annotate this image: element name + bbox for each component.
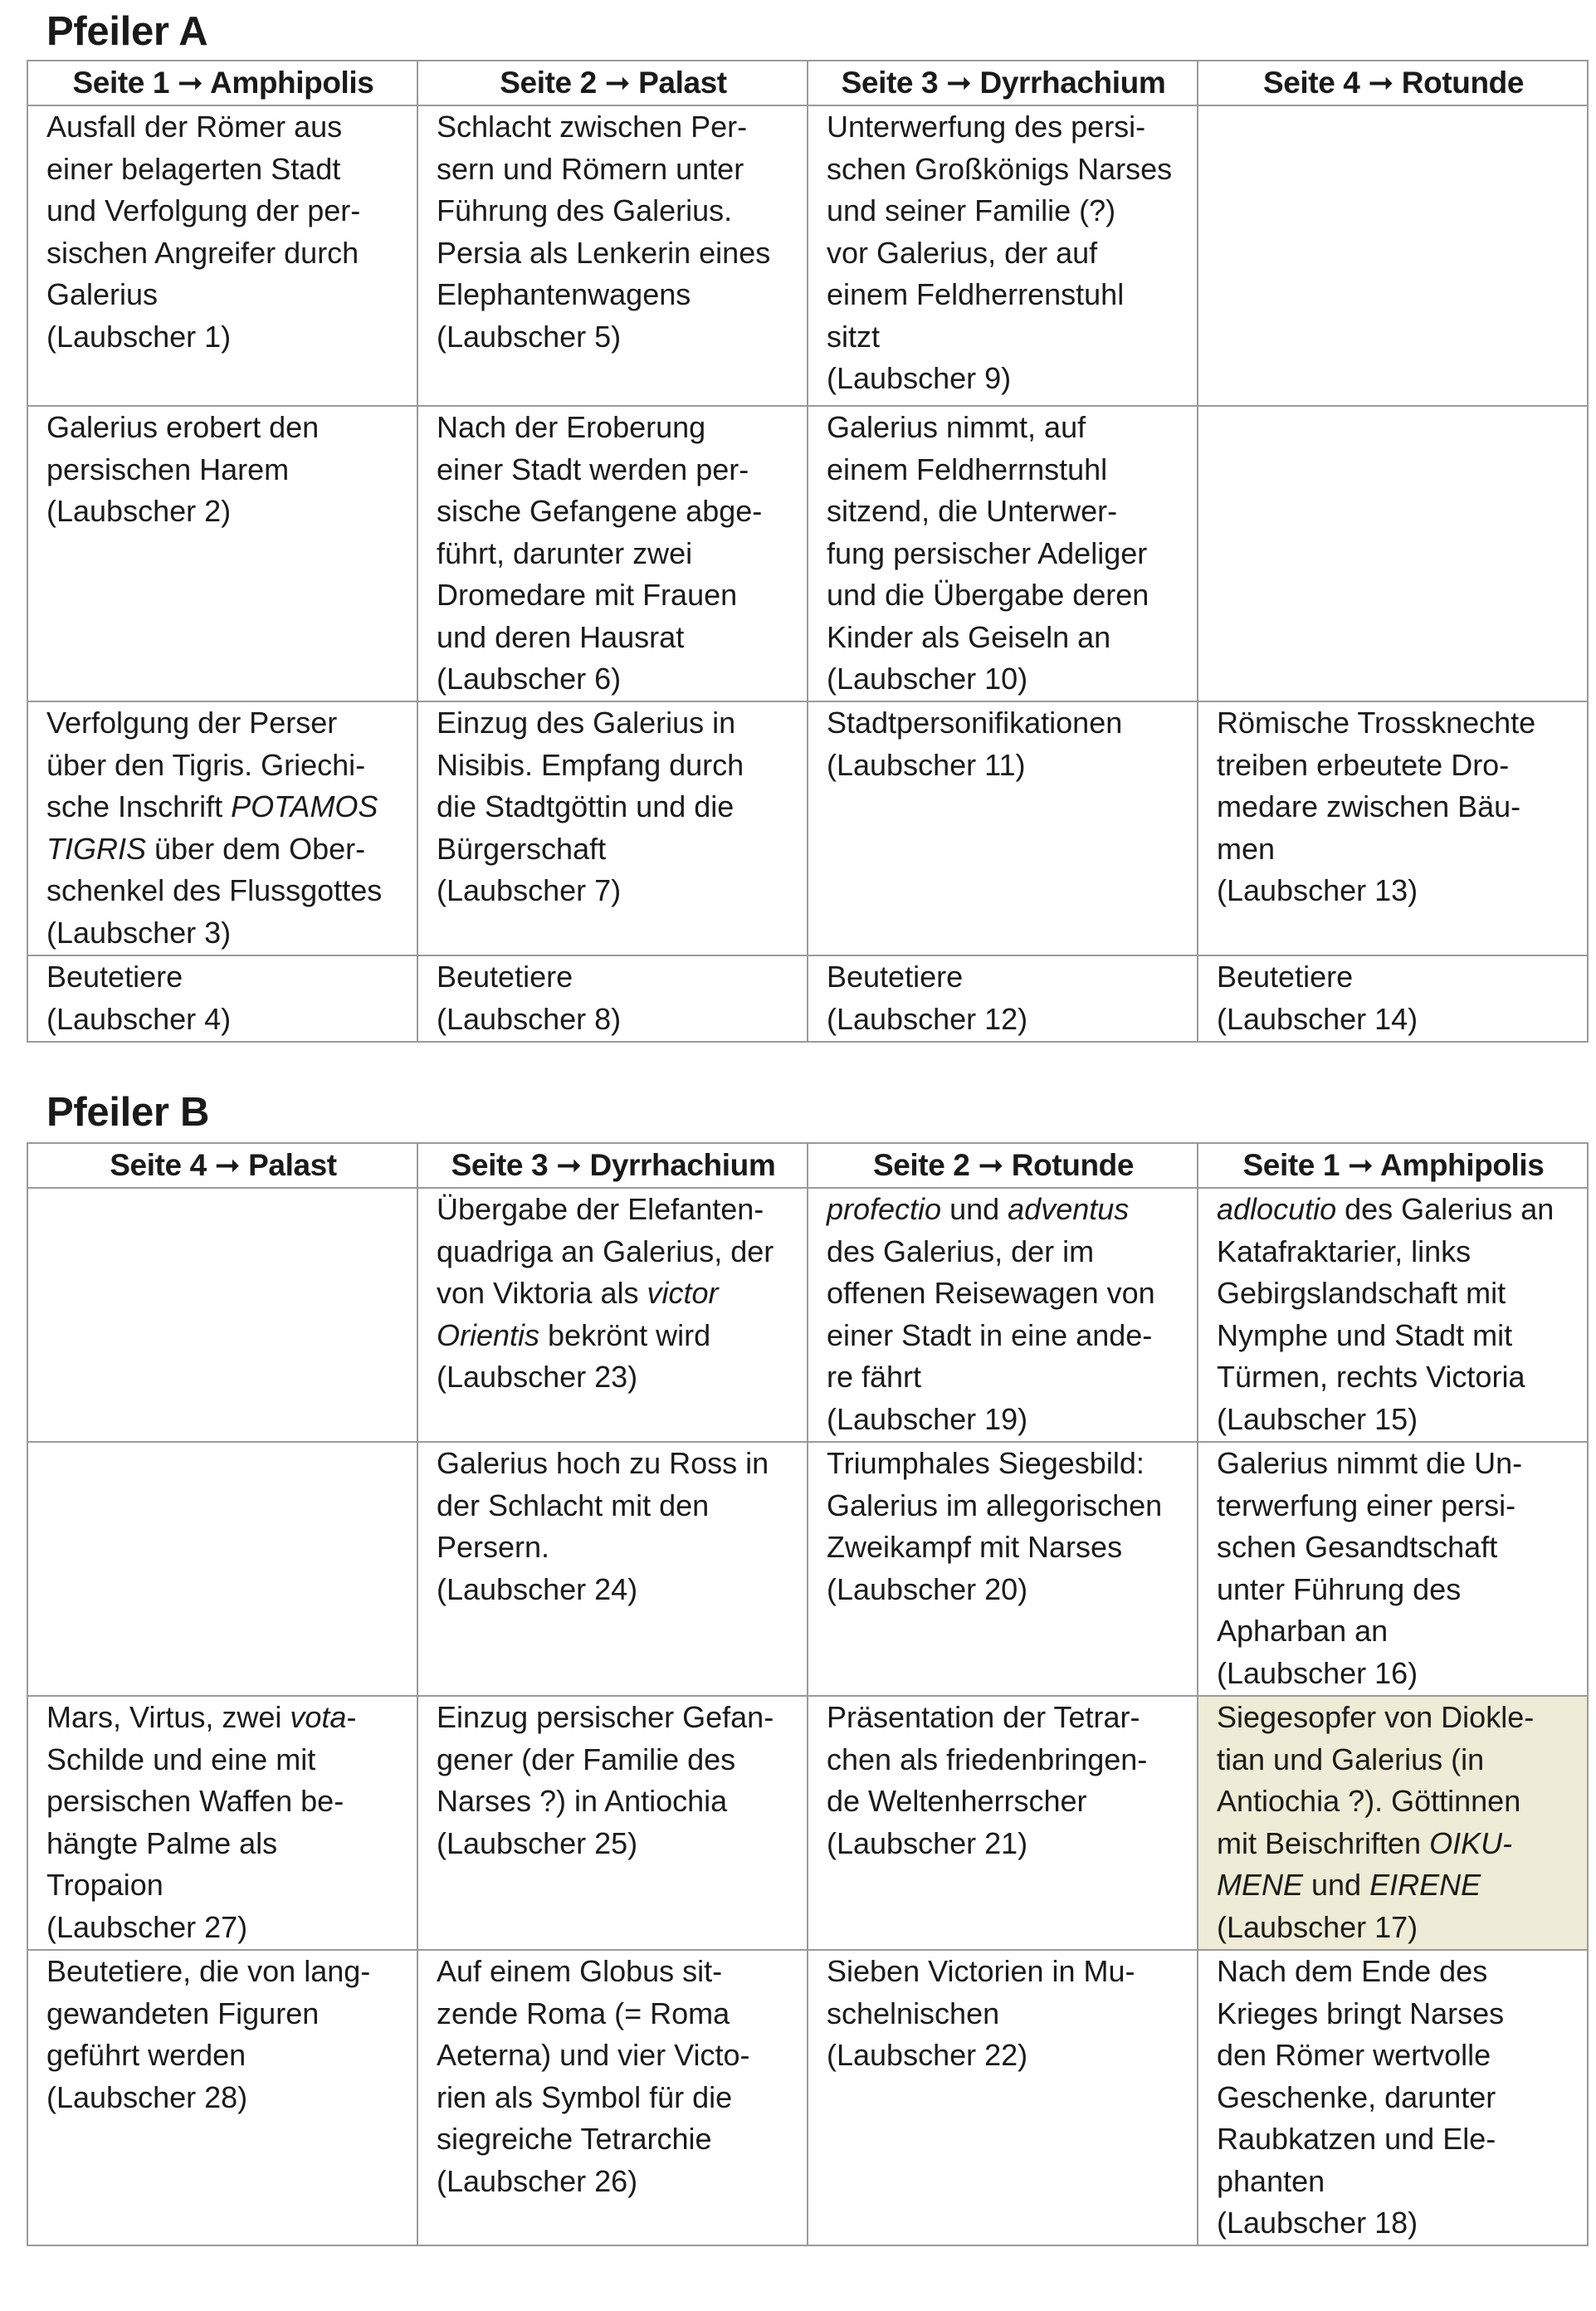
table-cell — [808, 406, 1198, 701]
cell-text-line: von Viktoria als victor — [437, 1276, 719, 1310]
cell-text-line: Geschenke, darunter — [1217, 2079, 1496, 2114]
table-cell — [417, 1188, 808, 1442]
cell-text-line: fung persischer Adeliger — [827, 535, 1148, 570]
cell-text-line: (Laubscher 20) — [827, 1571, 1028, 1606]
cell-text-line: adlocutio des Galerius an — [1217, 1192, 1555, 1226]
cell-text-line: Übergabe der Elefanten- — [437, 1192, 764, 1226]
cell-text-line: (Laubscher 7) — [437, 873, 622, 907]
cell-text-line: (Laubscher 24) — [437, 1571, 638, 1606]
column-header: Seite 2 ➞ Palast — [417, 61, 808, 105]
cell-text-line: terwerfung einer persi- — [1217, 1488, 1516, 1522]
cell-text-line: gewandeten Figuren — [46, 1996, 320, 2030]
cell-text-line: Dromedare mit Frauen — [437, 578, 738, 612]
cell-text-line: einer Stadt werden per- — [437, 452, 749, 486]
cell-text-line: medare zwischen Bäu- — [1217, 789, 1521, 823]
cell-text-line: Katafraktarier, links — [1217, 1234, 1472, 1268]
pfeiler-a-title: Pfeiler A — [46, 9, 208, 54]
cell-text-line: und Verfolgung der per- — [46, 193, 361, 227]
cell-text-line: geführt werden — [46, 2038, 246, 2072]
column-header: Seite 3 ➞ Dyrrhachium — [808, 61, 1198, 105]
table-cell — [1198, 1188, 1588, 1442]
cell-text-line: einer belagerten Stadt — [46, 151, 341, 186]
table-row — [27, 1188, 1588, 1442]
table-cell — [417, 105, 808, 406]
column-header: Seite 1 ➞ Amphipolis — [1198, 1143, 1588, 1188]
cell-text-line: (Laubscher 19) — [827, 1401, 1028, 1436]
table-cell — [1198, 105, 1588, 406]
cell-text-line: Triumphales Siegesbild: — [827, 1446, 1145, 1480]
cell-text-line: (Laubscher 9) — [827, 361, 1012, 395]
cell-text-line: des Galerius, der im — [827, 1234, 1095, 1268]
cell-text-line: sitzend, die Unterwer- — [827, 494, 1118, 528]
table-cell — [1198, 406, 1588, 701]
cell-text-line: persischen Harem — [46, 452, 290, 486]
cell-text-line: gener (der Familie des — [437, 1742, 736, 1776]
cell-text-line: (Laubscher 4) — [46, 1001, 232, 1036]
column-header: Seite 2 ➞ Rotunde — [808, 1143, 1198, 1188]
cell-text-line: die Stadtgöttin und die — [437, 789, 735, 823]
cell-text-line: Stadtpersonifikationen — [827, 706, 1123, 740]
cell-text-line: phanten — [1217, 2163, 1325, 2198]
cell-text-line: (Laubscher 11) — [827, 747, 1026, 782]
cell-text-line: (Laubscher 21) — [827, 1825, 1028, 1860]
cell-text-line: Galerius nimmt die Un- — [1217, 1446, 1523, 1480]
table-cell — [417, 955, 808, 1042]
cell-text-line: Auf einem Globus sit- — [437, 1954, 723, 1988]
cell-text-line: (Laubscher 22) — [827, 2038, 1028, 2072]
cell-text-line: quadriga an Galerius, der — [437, 1234, 774, 1268]
cell-text-line: (Laubscher 2) — [46, 494, 232, 528]
table-cell — [1198, 1950, 1588, 2245]
table-cell — [27, 955, 417, 1042]
table-row — [27, 105, 1588, 406]
column-header: Seite 3 ➞ Dyrrhachium — [417, 1143, 808, 1188]
cell-text-line: Galerius im allegorischen — [827, 1488, 1163, 1522]
table-cell — [27, 1950, 417, 2245]
table-cell — [417, 406, 808, 701]
table-row — [27, 701, 1588, 955]
table-cell — [808, 955, 1198, 1042]
cell-text-line: Nach der Eroberung — [437, 410, 706, 444]
cell-text-line: Tropaion — [46, 1868, 164, 1902]
cell-text-line: (Laubscher 14) — [1217, 1001, 1418, 1036]
table-cell — [808, 701, 1198, 955]
cell-text-line: und seiner Familie (?) — [827, 193, 1116, 227]
cell-text-line: Unterwerfung des persi- — [827, 110, 1146, 144]
cell-text-line: Nymphe und Stadt mit — [1217, 1317, 1513, 1352]
pfeiler-b-title: Pfeiler B — [46, 1090, 210, 1135]
cell-text-line: Türmen, rechts Victoria — [1217, 1360, 1525, 1394]
table-header-row — [27, 61, 1588, 105]
cell-text-line: Narses ?) in Antiochia — [437, 1784, 728, 1818]
table-cell — [808, 1696, 1198, 1950]
cell-text-line: (Laubscher 1) — [46, 319, 232, 354]
cell-text-line: Beutetiere, die von lang- — [46, 1954, 371, 1988]
cell-text-line: führt, darunter zwei — [437, 535, 693, 570]
cell-text-line: einem Feldherrnstuhl — [827, 452, 1108, 486]
cell-text-line: Apharban an — [1217, 1614, 1389, 1648]
table-cell — [27, 105, 417, 406]
cell-text-line: persischen Waffen be- — [46, 1784, 344, 1818]
table-cell — [1198, 955, 1588, 1042]
table-cell — [27, 1442, 417, 1696]
cell-text-line: und deren Hausrat — [437, 619, 685, 654]
cell-text-line: Krieges bringt Narses — [1217, 1996, 1505, 2030]
cell-text-line: schen Gesandtschaft — [1217, 1530, 1498, 1564]
cell-text-line: Aeterna) und vier Victo- — [437, 2038, 750, 2072]
cell-text-line: rien als Symbol für die — [437, 2079, 733, 2114]
cell-text-line: Präsentation der Tetrar- — [827, 1700, 1140, 1734]
table-cell — [27, 701, 417, 955]
cell-text-line: Antiochia ?). Göttinnen — [1217, 1784, 1521, 1818]
cell-text-line: sischen Angreifer durch — [46, 235, 359, 270]
cell-text-line: Römische Trossknechte — [1217, 706, 1536, 740]
table-cell — [27, 406, 417, 701]
cell-text-line: sitzt — [827, 319, 881, 354]
cell-text-line: (Laubscher 13) — [1217, 873, 1418, 907]
cell-text-line: Verfolgung der Perser — [46, 706, 338, 740]
cell-text-line: chen als friedenbringen- — [827, 1742, 1148, 1776]
cell-text-line: Elephantenwagens — [437, 277, 691, 311]
table-cell — [808, 1950, 1198, 2245]
cell-text-line: Kinder als Geiseln an — [827, 619, 1111, 654]
pfeiler-b-table — [27, 1142, 1589, 2246]
table-header-row — [27, 1143, 1588, 1188]
cell-text-line: Bürgerschaft — [437, 831, 607, 866]
cell-text-line: Sieben Victorien in Mu- — [827, 1954, 1135, 1988]
cell-text-line: (Laubscher 3) — [46, 915, 232, 950]
cell-text-line: profectio und adventus — [827, 1192, 1130, 1226]
table-cell — [808, 1188, 1198, 1442]
cell-text-line: de Weltenherrscher — [827, 1784, 1087, 1818]
cell-text-line: (Laubscher 15) — [1217, 1401, 1418, 1436]
column-header: Seite 1 ➞ Amphipolis — [27, 61, 417, 105]
cell-text-line: (Laubscher 5) — [437, 319, 622, 354]
cell-text-line: sern und Römern unter — [437, 151, 744, 186]
cell-text-line: MENE und EIRENE — [1217, 1868, 1481, 1902]
table-cell — [27, 1696, 417, 1950]
cell-text-line: Führung des Galerius. — [437, 193, 733, 227]
cell-text-line: Einzug persischer Gefan- — [437, 1700, 774, 1734]
cell-text-line: Galerius erobert den — [46, 410, 320, 444]
cell-text-line: (Laubscher 27) — [46, 1909, 248, 1944]
cell-text-line: hängte Palme als — [46, 1825, 278, 1860]
cell-text-line: (Laubscher 8) — [437, 1001, 622, 1036]
table-cell — [808, 105, 1198, 406]
cell-text-line: tian und Galerius (in — [1217, 1742, 1485, 1776]
cell-text-line: mit Beischriften OIKU- — [1217, 1825, 1513, 1860]
table-cell — [808, 1442, 1198, 1696]
cell-text-line: re fährt — [827, 1360, 922, 1394]
table-row — [27, 1442, 1588, 1696]
cell-text-line: siegreiche Tetrarchie — [437, 2122, 712, 2156]
table-row — [27, 955, 1588, 1042]
table-cell — [417, 1950, 808, 2245]
table-row — [27, 1696, 1588, 1950]
cell-text-line: (Laubscher 25) — [437, 1825, 638, 1860]
cell-text-line: Beutetiere — [1217, 960, 1354, 994]
cell-text-line: Galerius nimmt, auf — [827, 410, 1086, 444]
cell-text-line: der Schlacht mit den — [437, 1488, 710, 1522]
cell-text-line: Galerius hoch zu Ross in — [437, 1446, 769, 1480]
cell-text-line: Beutetiere — [437, 960, 573, 994]
cell-text-line: Nach dem Ende des — [1217, 1954, 1488, 1988]
cell-text-line: Mars, Virtus, zwei vota- — [46, 1700, 357, 1734]
table-cell — [417, 1442, 808, 1696]
table-cell — [27, 1188, 417, 1442]
table-cell — [417, 701, 808, 955]
cell-text-line: Gebirgslandschaft mit — [1217, 1276, 1506, 1310]
cell-text-line: Siegesopfer von Diokle- — [1217, 1700, 1535, 1734]
cell-text-line: schenkel des Flussgottes — [46, 873, 383, 907]
cell-text-line: schelnischen — [827, 1996, 1000, 2030]
table-cell — [1198, 701, 1588, 955]
cell-text-line: Schilde und eine mit — [46, 1742, 316, 1776]
cell-text-line: (Laubscher 12) — [827, 1001, 1028, 1036]
pfeiler-a-table — [27, 60, 1589, 1043]
cell-text-line: Raubkatzen und Ele- — [1217, 2122, 1496, 2156]
cell-text-line: (Laubscher 17) — [1217, 1909, 1418, 1944]
cell-text-line: Einzug des Galerius in — [437, 706, 736, 740]
column-header: Seite 4 ➞ Palast — [27, 1143, 417, 1188]
cell-text-line: (Laubscher 26) — [437, 2163, 638, 2198]
cell-text-line: Persern. — [437, 1530, 550, 1564]
cell-text-line: Zweikampf mit Narses — [827, 1530, 1123, 1564]
table-cell — [1198, 1696, 1588, 1950]
cell-text-line: (Laubscher 23) — [437, 1360, 638, 1394]
cell-text-line: einem Feldherrenstuhl — [827, 277, 1125, 311]
cell-text-line: sische Gefangene abge- — [437, 494, 763, 528]
cell-text-line: den Römer wertvolle — [1217, 2038, 1491, 2072]
table-row — [27, 406, 1588, 701]
table-row — [27, 1950, 1588, 2245]
cell-text-line: zende Roma (= Roma — [437, 1996, 730, 2030]
cell-text-line: (Laubscher 6) — [437, 662, 622, 696]
cell-text-line: (Laubscher 18) — [1217, 2206, 1418, 2240]
cell-text-line: treiben erbeutete Dro- — [1217, 747, 1510, 782]
table-cell — [417, 1696, 808, 1950]
cell-text-line: (Laubscher 16) — [1217, 1655, 1418, 1690]
table-cell — [1198, 1442, 1588, 1696]
column-header: Seite 4 ➞ Rotunde — [1198, 61, 1588, 105]
cell-text-line: (Laubscher 10) — [827, 662, 1028, 696]
cell-text-line: einer Stadt in eine ande- — [827, 1317, 1153, 1352]
cell-text-line: über den Tigris. Griechi- — [46, 747, 366, 782]
cell-text-line: (Laubscher 28) — [46, 2079, 248, 2114]
cell-text-line: Nisibis. Empfang durch — [437, 747, 744, 782]
cell-text-line: Ausfall der Römer aus — [46, 110, 343, 144]
cell-text-line: schen Großkönigs Narses — [827, 151, 1173, 186]
cell-text-line: TIGRIS über dem Ober- — [46, 831, 366, 866]
cell-text-line: Beutetiere — [827, 960, 964, 994]
cell-text-line: Galerius — [46, 277, 159, 311]
cell-text-line: men — [1217, 831, 1276, 866]
cell-text-line: Schlacht zwischen Per- — [437, 110, 748, 144]
cell-text-line: vor Galerius, der auf — [827, 235, 1098, 270]
cell-text-line: Orientis bekrönt wird — [437, 1317, 711, 1352]
cell-text-line: sche Inschrift POTAMOS — [46, 789, 378, 823]
cell-text-line: offenen Reisewagen von — [827, 1276, 1155, 1310]
cell-text-line: Persia als Lenkerin eines — [437, 235, 771, 270]
cell-text-line: und die Übergabe deren — [827, 578, 1149, 612]
cell-text-line: unter Führung des — [1217, 1571, 1462, 1606]
cell-text-line: Beutetiere — [46, 960, 183, 994]
